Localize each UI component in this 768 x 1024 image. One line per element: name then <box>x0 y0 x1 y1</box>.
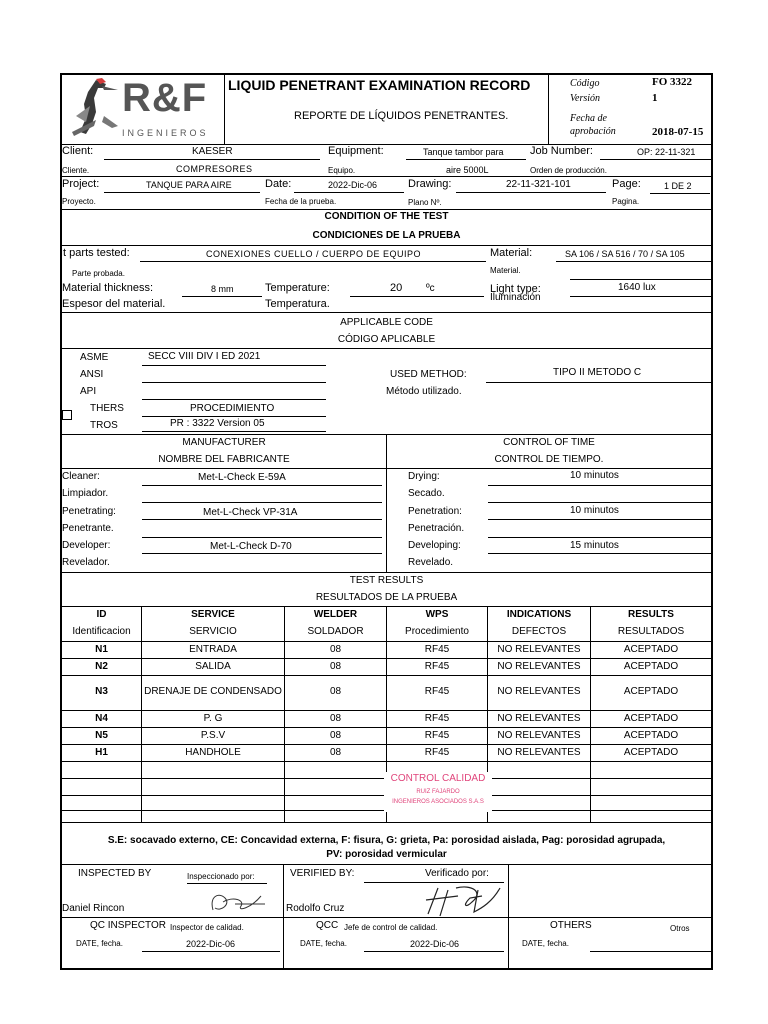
developing-label-es: Revelado. <box>408 557 454 568</box>
cell-welder: 08 <box>329 713 342 724</box>
cell-wps: RF45 <box>424 661 450 672</box>
stamp-line-2: RUIZ FAJARDO <box>416 789 460 795</box>
cleaner-label-es: Limpiador. <box>62 488 109 499</box>
time-title-es: CONTROL DE TIEMPO. <box>494 454 604 465</box>
date-label-1: DATE, fecha. <box>76 939 123 948</box>
cell-id: N4 <box>95 713 108 724</box>
api-label: API <box>80 386 97 397</box>
date-value: 2022-Dic-06 <box>328 180 378 190</box>
light-value: 1640 lux <box>618 282 656 293</box>
woodpecker-icon <box>66 76 126 138</box>
col-wps-es: Procedimiento <box>405 626 469 637</box>
cell-id: N1 <box>95 644 108 655</box>
drying-value: 10 minutos <box>570 470 619 481</box>
page-label-es: Pagina. <box>612 197 640 206</box>
client-label-es: Cliente. <box>62 166 90 175</box>
cell-service: P. G <box>203 713 223 724</box>
developer-label: Developer: <box>62 540 111 551</box>
cell-id: N5 <box>95 730 108 741</box>
cell-service: DRENAJE DE CONDENSADO <box>144 686 282 697</box>
page-value: 1 DE 2 <box>664 181 692 191</box>
cell-wps: RF45 <box>424 686 450 697</box>
inspector-signature <box>205 886 270 916</box>
client-value: KAESER <box>192 146 233 157</box>
cell-result: ACEPTADO <box>623 661 679 672</box>
col-results-es: RESULTADOS <box>617 626 685 637</box>
version-label: Versión <box>570 93 600 104</box>
col-service-en: SERVICE <box>191 609 235 620</box>
tros-label: TROS <box>90 420 118 431</box>
code-title-en: APPLICABLE CODE <box>340 317 433 328</box>
cell-result: ACEPTADO <box>623 686 679 697</box>
tros-value: PR : 3322 Version 05 <box>170 418 265 429</box>
job-value: OP: 22-11-321 <box>637 147 696 157</box>
col-indications-en: INDICATIONS <box>506 609 572 620</box>
results-title-es: RESULTADOS DE LA PRUEBA <box>315 592 458 603</box>
col-id-en: ID <box>96 609 107 620</box>
company-logo <box>66 76 220 142</box>
stamp-line-1: CONTROL CALIDAD <box>390 773 486 784</box>
equipment-value-1: Tanque tambor para <box>423 147 504 157</box>
condition-title-en: CONDITION OF THE TEST <box>324 211 449 222</box>
thickness-label-es: Espesor del material. <box>62 298 166 310</box>
cell-service: P.S.V <box>200 730 226 741</box>
code-title-es: CÓDIGO APLICABLE <box>337 334 436 345</box>
material-label-es: Material. <box>490 266 521 275</box>
cell-service: HANDHOLE <box>185 747 241 758</box>
cell-id: N3 <box>95 686 108 697</box>
inspector-name: Daniel Rincon <box>62 903 125 914</box>
parts-label-es: Parte probada. <box>72 269 125 278</box>
cell-indications: NO RELEVANTES <box>497 747 581 758</box>
date-value-2: 2022-Dic-06 <box>410 939 460 949</box>
fecha-value: 2018-07-15 <box>652 126 704 138</box>
qcc-label-es: Jefe de control de calidad. <box>344 923 438 932</box>
codigo-value: FO 3322 <box>652 76 693 88</box>
temp-unit: ºc <box>426 283 435 294</box>
client-label: Client: <box>62 145 94 157</box>
legend-line-1: S.E: socavado externo, CE: Concavidad externa, F: fisura, G: grieta, Pa: porosidad aislada, Pag: porosidad agrupada, <box>107 835 666 846</box>
cell-welder: 08 <box>329 661 342 672</box>
asme-value: SECC VIII DIV I ED 2021 <box>148 351 261 362</box>
company-subtitle: INGENIEROS <box>122 128 209 138</box>
condition-title-es: CONDICIONES DE LA PRUEBA <box>312 230 461 241</box>
thers-label: THERS <box>90 403 124 414</box>
verifier-signature <box>422 884 504 920</box>
inspected-label-es: Inspeccionado por: <box>187 872 255 881</box>
drying-label-es: Secado. <box>408 488 445 499</box>
cell-result: ACEPTADO <box>623 713 679 724</box>
date-label-3: DATE, fecha. <box>522 939 569 948</box>
legend-line-2: PV: porosidad vermicular <box>326 849 447 860</box>
temp-label: Temperature: <box>265 282 330 294</box>
cell-welder: 08 <box>329 747 342 758</box>
cell-wps: RF45 <box>424 730 450 741</box>
drawing-label-es: Plano Nº. <box>408 198 442 207</box>
penetrating-label-es: Penetrante. <box>62 523 114 534</box>
cell-indications: NO RELEVANTES <box>497 713 581 724</box>
light-label: Light type: <box>490 283 541 295</box>
cell-result: ACEPTADO <box>623 747 679 758</box>
cell-indications: NO RELEVANTES <box>497 644 581 655</box>
title-es: REPORTE DE LÍQUIDOS PENETRANTES. <box>294 110 509 122</box>
cell-welder: 08 <box>329 686 342 697</box>
manufacturer-title-es: NOMBRE DEL FABRICANTE <box>158 454 290 465</box>
method-label-es: Método utilizado. <box>386 386 462 397</box>
material-label: Material: <box>490 247 533 259</box>
developing-value: 15 minutos <box>570 540 619 551</box>
cell-id: N2 <box>95 661 108 672</box>
penetrating-label: Penetrating: <box>62 506 116 517</box>
company-name: R&F <box>122 76 208 120</box>
cell-wps: RF45 <box>424 644 450 655</box>
method-value: TIPO II METODO C <box>553 367 642 378</box>
equipment-value-2: aire 5000L <box>446 165 489 175</box>
quality-control-stamp <box>384 772 492 812</box>
method-label: USED METHOD: <box>390 369 467 380</box>
job-label-es: Orden de producción. <box>530 166 607 175</box>
developer-label-es: Revelador. <box>62 557 110 568</box>
manufacturer-title-en: MANUFACTURER <box>182 437 266 448</box>
cell-service: ENTRADA <box>189 644 237 655</box>
version-value: 1 <box>652 92 658 104</box>
cell-indications: NO RELEVANTES <box>497 686 581 697</box>
developer-value: Met-L-Check D-70 <box>210 541 292 552</box>
verified-label: VERIFIED BY: <box>290 868 355 879</box>
penetration-label-es: Penetración. <box>408 523 465 534</box>
col-welder-en: WELDER <box>313 609 358 620</box>
cell-result: ACEPTADO <box>623 644 679 655</box>
date-label: Date: <box>265 178 292 190</box>
parts-label: It parts tested: <box>60 247 130 259</box>
client-value-2: COMPRESORES <box>176 164 253 174</box>
col-results-en: RESULTS <box>628 609 674 620</box>
others-label-es: Otros <box>670 924 690 933</box>
cell-result: ACEPTADO <box>623 730 679 741</box>
temp-label-es: Temperatura. <box>265 298 330 310</box>
penetration-value: 10 minutos <box>570 505 619 516</box>
col-wps-en: WPS <box>425 609 449 620</box>
penetrating-value: Met-L-Check VP-31A <box>203 507 298 518</box>
col-id-es: Identificacion <box>72 626 131 637</box>
qcc-label: QCC <box>316 920 339 931</box>
drawing-label: Drawing: <box>408 178 452 190</box>
equipment-label: Equipment: <box>328 145 384 157</box>
project-label: Project: <box>62 178 100 190</box>
qc-inspector-label-es: Inspector de calidad. <box>170 923 244 932</box>
date-label-2: DATE, fecha. <box>300 939 347 948</box>
temp-value: 20 <box>390 282 403 294</box>
asme-label: ASME <box>80 352 109 363</box>
project-value: TANQUE PARA AIRE <box>146 180 232 190</box>
equipment-label-es: Equipo. <box>328 166 356 175</box>
developing-label: Developing: <box>408 540 461 551</box>
thickness-label: Material thickness: <box>62 282 154 294</box>
cell-welder: 08 <box>329 730 342 741</box>
date-value-1: 2022-Dic-06 <box>186 939 236 949</box>
cell-indications: NO RELEVANTES <box>497 730 581 741</box>
cell-wps: RF45 <box>424 747 450 758</box>
ansi-label: ANSI <box>80 369 104 380</box>
col-indications-es: DEFECTOS <box>511 626 567 637</box>
inspected-label: INSPECTED BY <box>78 868 152 879</box>
results-title-en: TEST RESULTS <box>349 575 424 586</box>
codigo-label: Código <box>570 78 600 89</box>
date-label-es: Fecha de la prueba. <box>265 197 337 206</box>
project-label-es: Proyecto. <box>62 197 96 206</box>
stamp-line-3: INGENIEROS ASOCIADOS S.A.S <box>392 799 484 805</box>
fecha-label-1: Fecha de <box>570 113 607 124</box>
others-checkbox[interactable] <box>62 410 72 420</box>
cell-service: SALIDA <box>195 661 231 672</box>
cleaner-value: Met-L-Check E-59A <box>198 472 286 483</box>
light-label-es: Iluminación <box>490 292 541 303</box>
cell-wps: RF45 <box>424 713 450 724</box>
cell-id: H1 <box>95 747 108 758</box>
drying-label: Drying: <box>408 471 440 482</box>
others-label: OTHERS <box>550 920 592 931</box>
title-en: LIQUID PENETRANT EXAMINATION RECORD <box>228 77 531 93</box>
penetration-label: Penetration: <box>408 506 462 517</box>
drawing-value: 22-11-321-101 <box>506 179 571 190</box>
page-label: Page: <box>612 178 641 190</box>
col-service-es: SERVICIO <box>189 626 237 637</box>
col-welder-es: SOLDADOR <box>307 626 364 637</box>
qc-inspector-label: QC INSPECTOR <box>90 920 166 931</box>
material-value: SA 106 / SA 516 / 70 / SA 105 <box>565 249 685 259</box>
job-label: Job Number: <box>530 145 593 157</box>
cell-indications: NO RELEVANTES <box>497 661 581 672</box>
verified-label-es: Verificado por: <box>425 868 489 879</box>
time-title-en: CONTROL OF TIME <box>503 437 595 448</box>
cell-welder: 08 <box>329 644 342 655</box>
verifier-name: Rodolfo Cruz <box>286 903 345 914</box>
thers-value: PROCEDIMIENTO <box>190 403 275 414</box>
parts-value: CONEXIONES CUELLO / CUERPO DE EQUIPO <box>206 249 422 259</box>
fecha-label-2: aprobación <box>570 126 616 137</box>
cleaner-label: Cleaner: <box>62 471 100 482</box>
thickness-value: 8 mm <box>211 284 234 294</box>
